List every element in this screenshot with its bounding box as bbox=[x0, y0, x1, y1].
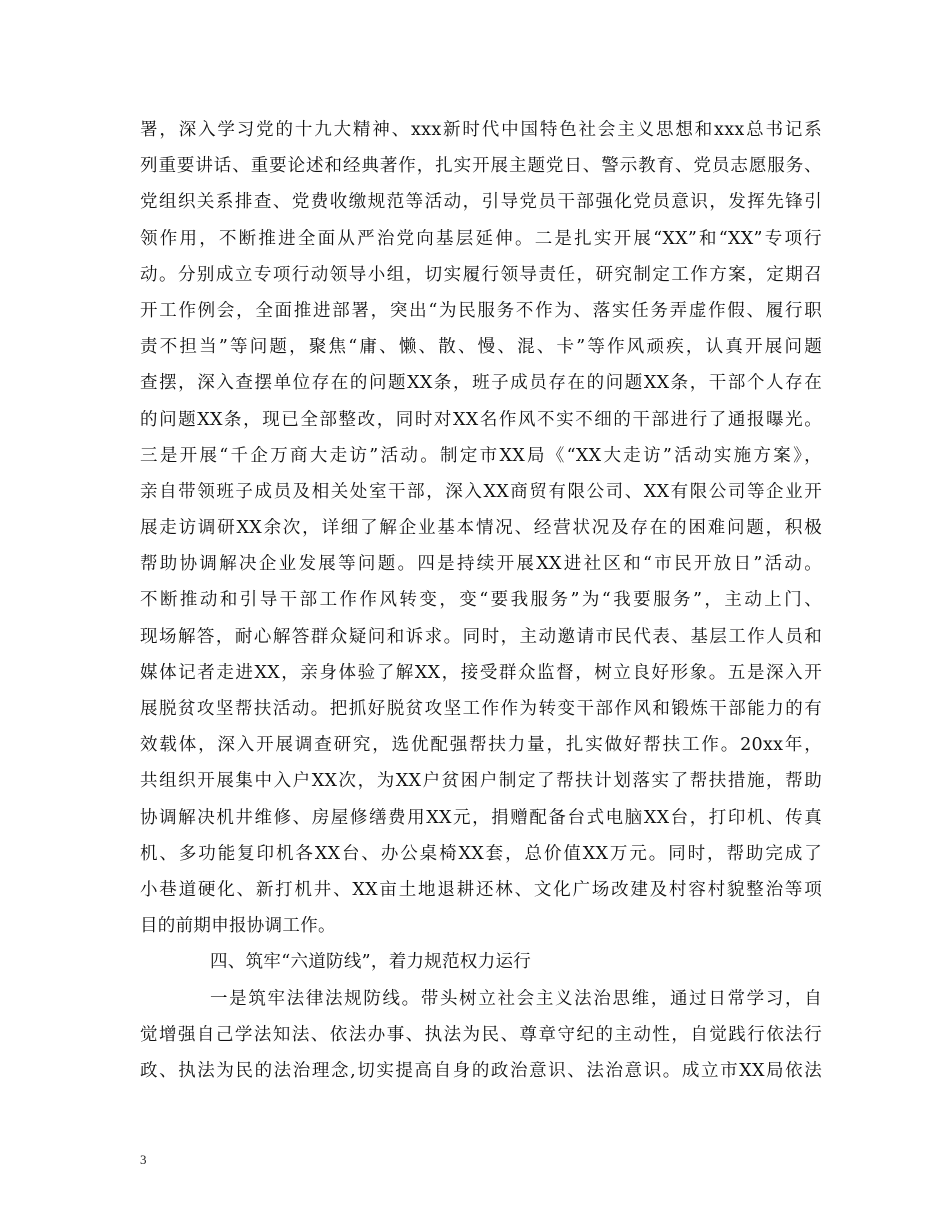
text-line: 目的前期申报协调工作。 bbox=[140, 916, 336, 937]
text-line: 署，深入学习党的十九大精神、xxx新时代中国特色社会主义思想和xxx总书记系 bbox=[140, 120, 822, 140]
text-line: 帮助协调解决企业发展等问题。四是持续开展XX进社区和“市民开放日”活动。 bbox=[140, 554, 822, 575]
text-line: 机、多功能复印机各XX台、办公桌椅XX套，总价值XX万元。同时，帮助完成了 bbox=[140, 843, 822, 864]
text-line: 不断推动和引导干部工作作风转变，变“要我服务”为“我要服务”，主动上门、 bbox=[140, 590, 822, 611]
page-number: 3 bbox=[140, 1152, 147, 1167]
paragraph-line: 觉增强自己学法知法、依法办事、执法为民、尊章守纪的主动性，自觉践行依法行 bbox=[140, 1024, 822, 1045]
text-line: 效载体，深入开展调查研究，选优配强帮扶力量，扎实做好帮扶工作。20xx年， bbox=[140, 735, 822, 756]
text-line: 开工作例会，全面推进部署，突出“为民服务不作为、落实任务弄虚作假、履行职 bbox=[140, 300, 822, 321]
text-line: 小巷道硬化、新打机井、XX亩土地退耕还林、文化广场改建及村容村貌整治等项 bbox=[140, 879, 822, 900]
text-line: 三是开展“千企万商大走访”活动。制定市XX局《“XX大走访”活动实施方案》， bbox=[140, 445, 822, 466]
text-line: 列重要讲话、重要论述和经典著作，扎实开展主题党日、警示教育、党员志愿服务、 bbox=[140, 156, 822, 177]
text-line: 共组织开展集中入户XX次，为XX户贫困户制定了帮扶计划落实了帮扶措施，帮助 bbox=[140, 771, 822, 792]
text-line: 领作用，不断推进全面从严治党向基层延伸。二是扎实开展“XX”和“XX”专项行 bbox=[140, 228, 822, 249]
text-line: 的问题XX条，现已全部整改，同时对XX名作风不实不细的干部进行了通报曝光。 bbox=[140, 409, 822, 430]
text-line: 展脱贫攻坚帮扶活动。把抓好脱贫攻坚工作作为转变干部作风和锻炼干部能力的有 bbox=[140, 699, 822, 719]
body-text bbox=[140, 112, 822, 1089]
text-line: 展走访调研XX余次，详细了解企业基本情况、经营状况及存在的困难问题，积极 bbox=[140, 518, 822, 539]
text-line: 亲自带领班子成员及相关处室干部，深入XX商贸有限公司、XX有限公司等企业开 bbox=[140, 481, 822, 502]
section-heading: 四、筑牢“六道防线”，着力规范权力运行 bbox=[210, 952, 532, 973]
text-line: 协调解决机井维修、房屋修缮费用XX元，捐赠配备台式电脑XX台，打印机、传真 bbox=[140, 807, 822, 828]
text-line: 现场解答，耐心解答群众疑问和诉求。同时，主动邀请市民代表、基层工作人员和 bbox=[140, 626, 822, 647]
text-line: 党组织关系排查、党费收缴规范等活动，引导党员干部强化党员意识，发挥先锋引 bbox=[140, 192, 822, 213]
text-line: 查摆，深入查摆单位存在的问题XX条，班子成员存在的问题XX条，干部个人存在 bbox=[140, 373, 822, 394]
paragraph-line: 一是筑牢法律法规防线。带头树立社会主义法治思维，通过日常学习，自 bbox=[210, 988, 822, 1009]
text-line: 媒体记者走进XX，亲身体验了解XX，接受群众监督，树立良好形象。五是深入开 bbox=[140, 662, 822, 683]
paragraph-line: 政、执法为民的法治理念,切实提高自身的政治意识、法治意识。成立市XX局依法 bbox=[140, 1060, 822, 1081]
text-line: 责不担当”等问题，聚焦“庸、懒、散、慢、混、卡”等作风顽疾，认真开展问题 bbox=[140, 337, 822, 358]
text-line: 动。分别成立专项行动领导小组，切实履行领导责任，研究制定工作方案，定期召 bbox=[140, 264, 822, 285]
